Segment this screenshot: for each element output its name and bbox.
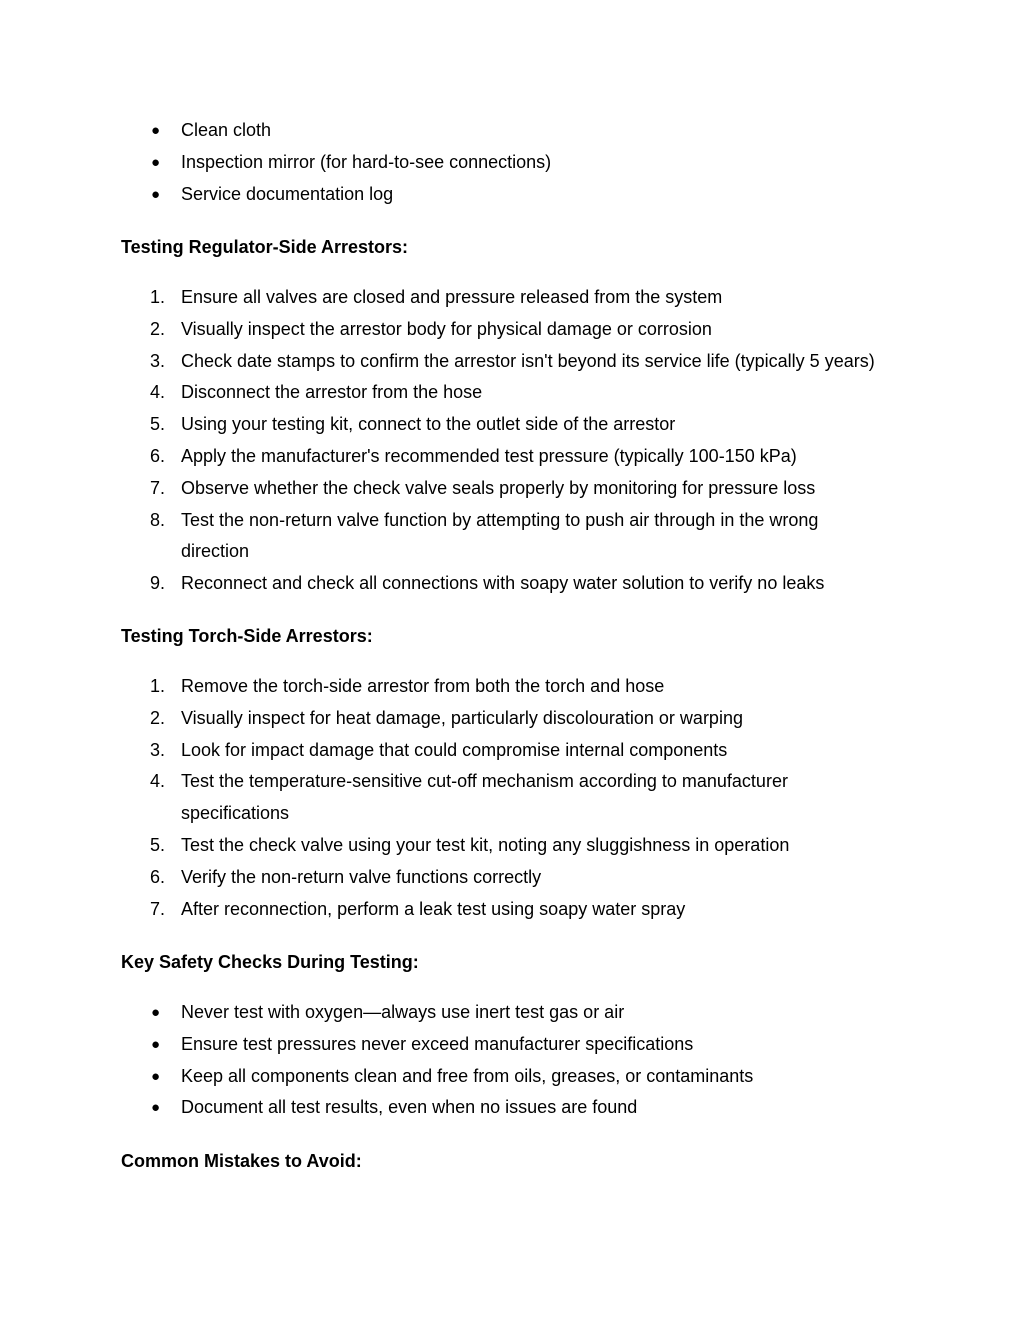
list-number: 6. <box>150 866 166 887</box>
list-item-text: Visually inspect the arrestor body for physical damage or corrosion <box>181 318 712 339</box>
list-number: 4. <box>150 382 166 403</box>
list-number: 7. <box>150 898 166 919</box>
list-item-text: Verify the non-return valve functions correctly <box>181 866 542 887</box>
bullet-marker: ● <box>151 185 161 203</box>
list-item-text: Visually inspect for heat damage, particularly discolouration or warping <box>181 707 743 728</box>
bullet-marker: ● <box>151 1067 161 1085</box>
bullet-marker: ● <box>151 153 161 171</box>
list-number: 5. <box>150 414 166 435</box>
list-item-text: Using your testing kit, connect to the outlet side of the arrestor <box>181 414 676 435</box>
list-item-text: Reconnect and check all connections with soapy water solution to verify no leaks <box>181 573 825 594</box>
list-item <box>0 766 821 830</box>
list-number: 5. <box>150 834 166 855</box>
bullet-marker: ● <box>151 1099 161 1117</box>
list-number: 1. <box>150 676 166 696</box>
list-item <box>0 441 896 473</box>
list-item <box>0 179 896 211</box>
list-item <box>0 997 896 1029</box>
bullet-marker: ● <box>151 122 161 139</box>
list-number: 2. <box>150 318 166 339</box>
list-item <box>0 147 896 179</box>
list-item-text: Disconnect the arrestor from the hose <box>181 382 483 403</box>
list-number: 6. <box>150 445 166 466</box>
list-item-text: Never test with oxygen—always use inert test gas or air <box>181 1002 625 1022</box>
list-item <box>0 505 841 569</box>
list-item-text: Document all test results, even when no issues are found <box>181 1097 638 1118</box>
list-item-text: Look for impact damage that could compromise internal components <box>181 739 728 760</box>
list-item <box>0 671 896 703</box>
list-item-text: Check date stamps to confirm the arrestor isn't beyond its service life (typically 5 years) <box>181 350 875 371</box>
list-number: 3. <box>150 739 166 760</box>
list-number: 4. <box>150 771 166 792</box>
list-item <box>0 314 896 346</box>
list-item <box>0 115 896 147</box>
torch-side-steps-list <box>0 671 896 925</box>
list-number: 7. <box>150 477 166 498</box>
list-item-text: Test the non-return valve function by attempting to push air through in the wrong direction <box>181 509 819 562</box>
list-item <box>0 473 896 505</box>
list-item-text: Remove the torch-side arrestor from both the torch and hose <box>181 676 665 696</box>
list-item-text: Observe whether the check valve seals properly by monitoring for pressure loss <box>181 477 816 498</box>
list-item <box>0 894 896 926</box>
list-item-text: Clean cloth <box>181 120 272 140</box>
list-number: 8. <box>150 509 166 530</box>
list-item-text: After reconnection, perform a leak test using soapy water spray <box>181 898 686 919</box>
section-heading-common-mistakes: Common Mistakes to Avoid: <box>121 1151 362 1171</box>
list-item <box>0 568 896 600</box>
regulator-side-steps-list <box>0 282 911 600</box>
list-item-text: Apply the manufacturer's recommended test pressure (typically 100-150 kPa) <box>181 445 797 466</box>
equipment-bullet-list <box>0 115 896 210</box>
list-item <box>0 862 896 894</box>
list-number: 9. <box>150 573 166 594</box>
key-safety-checks-list <box>0 997 896 1124</box>
list-item <box>0 409 896 441</box>
list-item <box>0 346 911 378</box>
list-item-text: Ensure all valves are closed and pressure released from the system <box>181 287 723 307</box>
list-item-text: Test the temperature-sensitive cut-off mechanism according to manufacturer specifications <box>181 771 788 824</box>
list-item <box>0 282 896 314</box>
list-item <box>0 1092 896 1124</box>
list-item <box>0 377 896 409</box>
list-number: 1. <box>150 287 166 307</box>
list-item <box>0 830 896 862</box>
list-item-text: Test the check valve using your test kit, noting any sluggishness in operation <box>181 834 790 855</box>
list-item <box>0 1061 896 1093</box>
list-item-text: Inspection mirror (for hard-to-see connections) <box>181 151 552 172</box>
list-item <box>0 1029 896 1061</box>
bullet-marker: ● <box>151 1035 161 1053</box>
list-item <box>0 735 896 767</box>
bullet-marker: ● <box>151 1004 161 1021</box>
section-heading-regulator-side: Testing Regulator-Side Arrestors: <box>121 237 409 257</box>
list-item-text: Keep all components clean and free from oils, greases, or contaminants <box>181 1065 754 1086</box>
list-number: 3. <box>150 350 166 371</box>
list-item <box>0 703 896 735</box>
section-heading-torch-side: Testing Torch-Side Arrestors: <box>121 626 373 646</box>
list-item-text: Service documentation log <box>181 183 394 204</box>
list-number: 2. <box>150 707 166 728</box>
list-item-text: Ensure test pressures never exceed manufacturer specifications <box>181 1033 694 1054</box>
section-heading-key-safety-checks: Key Safety Checks During Testing: <box>121 952 419 972</box>
